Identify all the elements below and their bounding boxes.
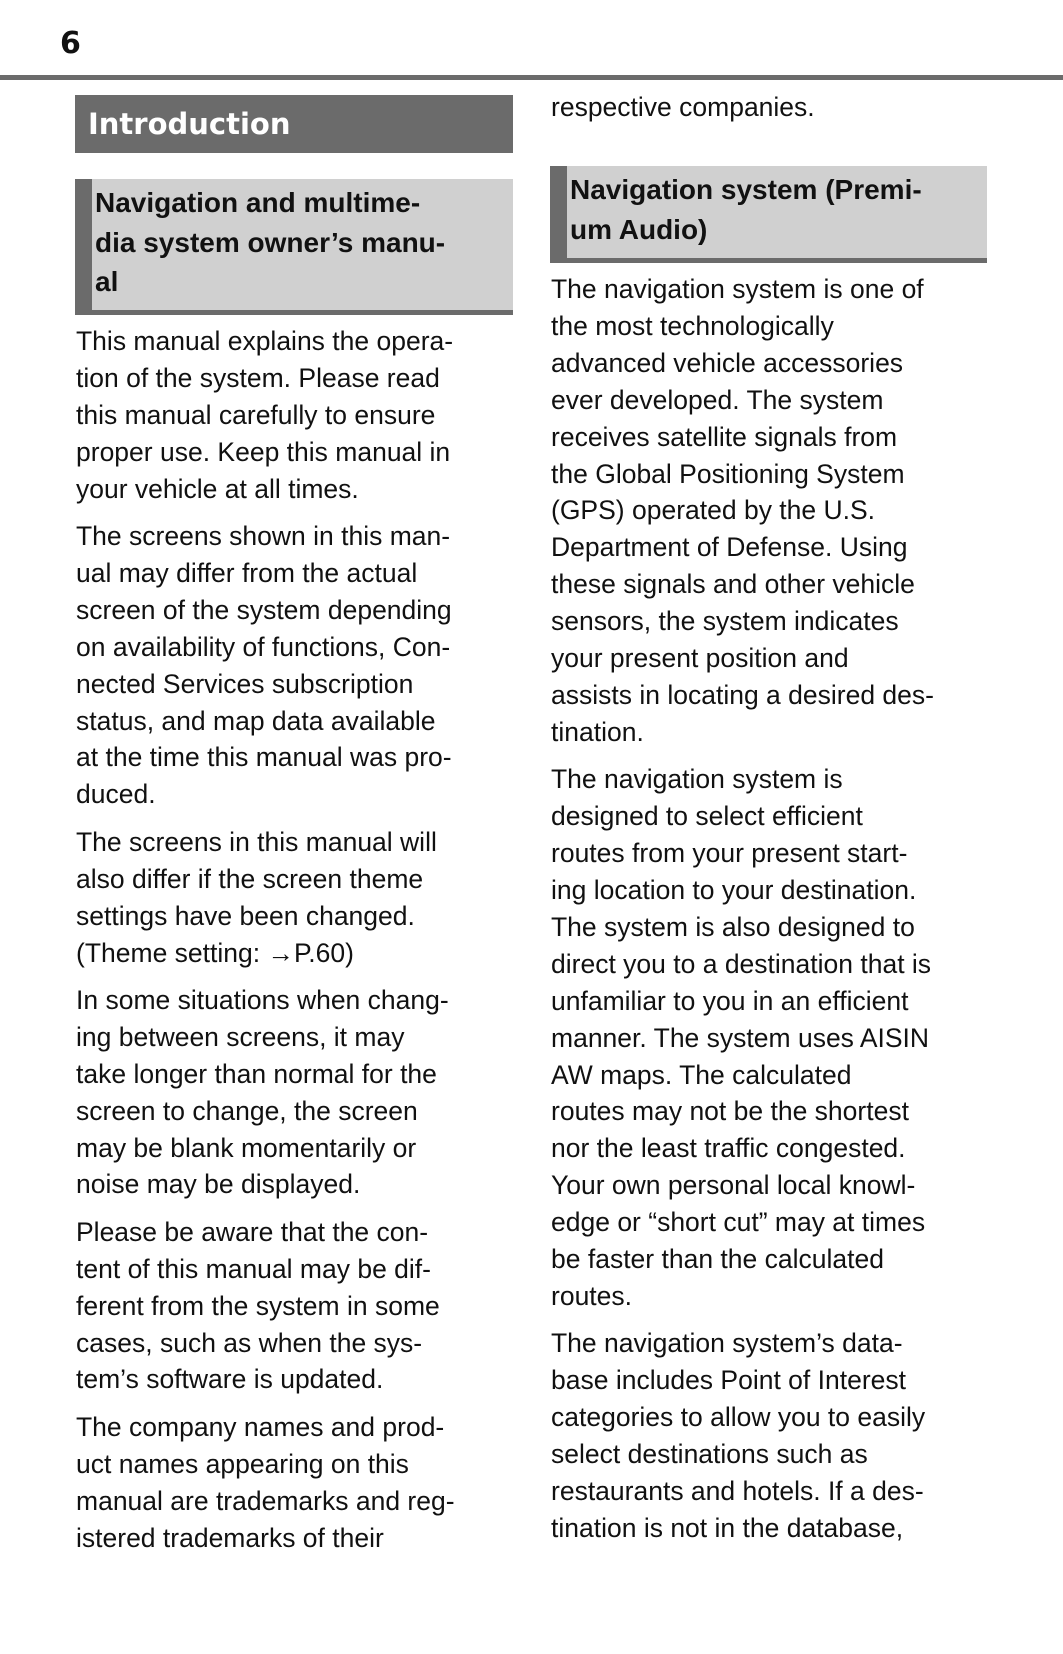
text-line: proper use. Keep this manual in — [76, 436, 451, 467]
text-line: tion of the system. Please read — [76, 362, 440, 393]
text-line: In some situations when chang- — [76, 984, 449, 1015]
right-continuation — [551, 89, 815, 136]
text-line: duced. — [76, 779, 156, 810]
text-line: manual are trademarks and reg- — [76, 1485, 455, 1516]
left-heading — [75, 179, 513, 315]
text-line: routes may not be the shortest — [551, 1096, 909, 1127]
text-line: base includes Point of Interest — [551, 1365, 907, 1396]
header-rule — [0, 75, 1063, 80]
text-line: routes from your present start- — [551, 838, 908, 869]
text-line: nor the least traffic congested. — [551, 1133, 906, 1164]
section-title: Introduction — [75, 95, 513, 153]
text-line: assists in locating a desired des- — [551, 679, 934, 710]
text-line: receives satellite signals from — [551, 421, 898, 452]
paragraph — [76, 1214, 455, 1399]
text-line: direct you to a destination that is — [551, 948, 932, 979]
text-line: advanced vehicle accessories — [551, 347, 904, 378]
text-line: unfamiliar to you in an efficient — [551, 985, 909, 1016]
text-line: your present position and — [551, 643, 849, 674]
text-line: status, and map data available — [76, 705, 436, 736]
text-line: Please be aware that the con- — [76, 1216, 429, 1247]
text-line: screen of the system depending — [76, 594, 452, 625]
text-line: tent of this manual may be dif- — [76, 1253, 431, 1284]
text-line: ferent from the system in some — [76, 1290, 440, 1321]
text-line: edge or “short cut” may at times — [551, 1207, 926, 1238]
text-line: Department of Defense. Using — [551, 532, 908, 563]
paragraph — [551, 761, 934, 1315]
text-line: Your own personal local knowl- — [551, 1170, 916, 1201]
text-line: The screens in this manual will — [76, 826, 437, 857]
text-line: the most technologically — [551, 310, 834, 341]
text-line: The system is also designed to — [551, 911, 915, 942]
paragraph — [76, 824, 455, 972]
text-line: noise may be displayed. — [76, 1169, 361, 1200]
text-line: this manual carefully to ensure — [76, 399, 436, 430]
page-number: 6 — [60, 26, 81, 61]
heading-line: Navigation and multime- — [95, 187, 421, 218]
paragraph — [551, 271, 934, 751]
heading-line: al — [95, 266, 119, 298]
text-line: ing between screens, it may — [76, 1021, 405, 1052]
paragraph — [76, 518, 455, 813]
text-line: settings have been changed. — [76, 900, 415, 931]
text-line: The navigation system is — [551, 764, 843, 795]
heading-line: dia system owner’s manu- — [95, 226, 446, 258]
text-line: The company names and prod- — [76, 1411, 445, 1442]
text-line: at the time this manual was pro- — [76, 742, 452, 773]
text-line: these signals and other vehicle — [551, 569, 915, 600]
paragraph — [76, 323, 455, 508]
text-line: (GPS) operated by the U.S. — [551, 495, 876, 526]
text-line: ual may differ from the actual — [76, 557, 418, 588]
paragraph — [551, 1325, 934, 1546]
text-line: the Global Positioning System — [551, 458, 905, 489]
text-line: routes. — [551, 1280, 633, 1311]
text-line: sensors, the system indicates — [551, 606, 899, 637]
text-line: restaurants and hotels. If a des- — [551, 1476, 924, 1506]
text-line: This manual explains the opera- — [76, 326, 454, 356]
left-column — [76, 323, 455, 1567]
text-line: be faster than the calculated — [551, 1244, 884, 1275]
text-line: istered trademarks of their — [76, 1522, 384, 1553]
text-line: categories to allow you to easily — [551, 1402, 926, 1433]
right-column — [551, 271, 934, 1557]
text-line: The navigation system’s data- — [551, 1328, 903, 1359]
text-line: cases, such as when the sys- — [76, 1327, 423, 1358]
text-line: select destinations such as — [551, 1439, 868, 1470]
heading-line: Navigation system (Premi- — [570, 174, 922, 205]
heading-line: um Audio) — [570, 213, 708, 245]
right-heading — [550, 166, 987, 263]
paragraph — [76, 1409, 455, 1557]
text-line: screen to change, the screen — [76, 1095, 418, 1126]
text-line: The screens shown in this man- — [76, 521, 451, 552]
text-line: your vehicle at all times. — [76, 473, 359, 504]
text-line: take longer than normal for the — [76, 1058, 437, 1089]
text-line: also differ if the screen theme — [76, 863, 424, 894]
text-line: ing location to your destination. — [551, 875, 917, 905]
text-line: may be blank momentarily or — [76, 1132, 417, 1163]
text-line: tem’s software is updated. — [76, 1364, 384, 1395]
text-line: tination is not in the database, — [551, 1512, 904, 1543]
text-line: ever developed. The system — [551, 384, 884, 415]
text-line: uct names appearing on this — [76, 1448, 409, 1479]
text-line: (Theme setting: →P.60) — [76, 937, 354, 968]
text-line: on availability of functions, Con- — [76, 631, 451, 662]
continuation-text: respective companies. — [551, 92, 815, 122]
text-line: manner. The system uses AISIN — [551, 1022, 930, 1053]
text-line: nected Services subscription — [76, 668, 414, 699]
text-line: AW maps. The calculated — [551, 1059, 852, 1090]
text-line: tination. — [551, 716, 644, 747]
text-line: designed to select efficient — [551, 801, 863, 832]
text-line: The navigation system is one of — [551, 274, 924, 304]
paragraph — [76, 982, 455, 1203]
